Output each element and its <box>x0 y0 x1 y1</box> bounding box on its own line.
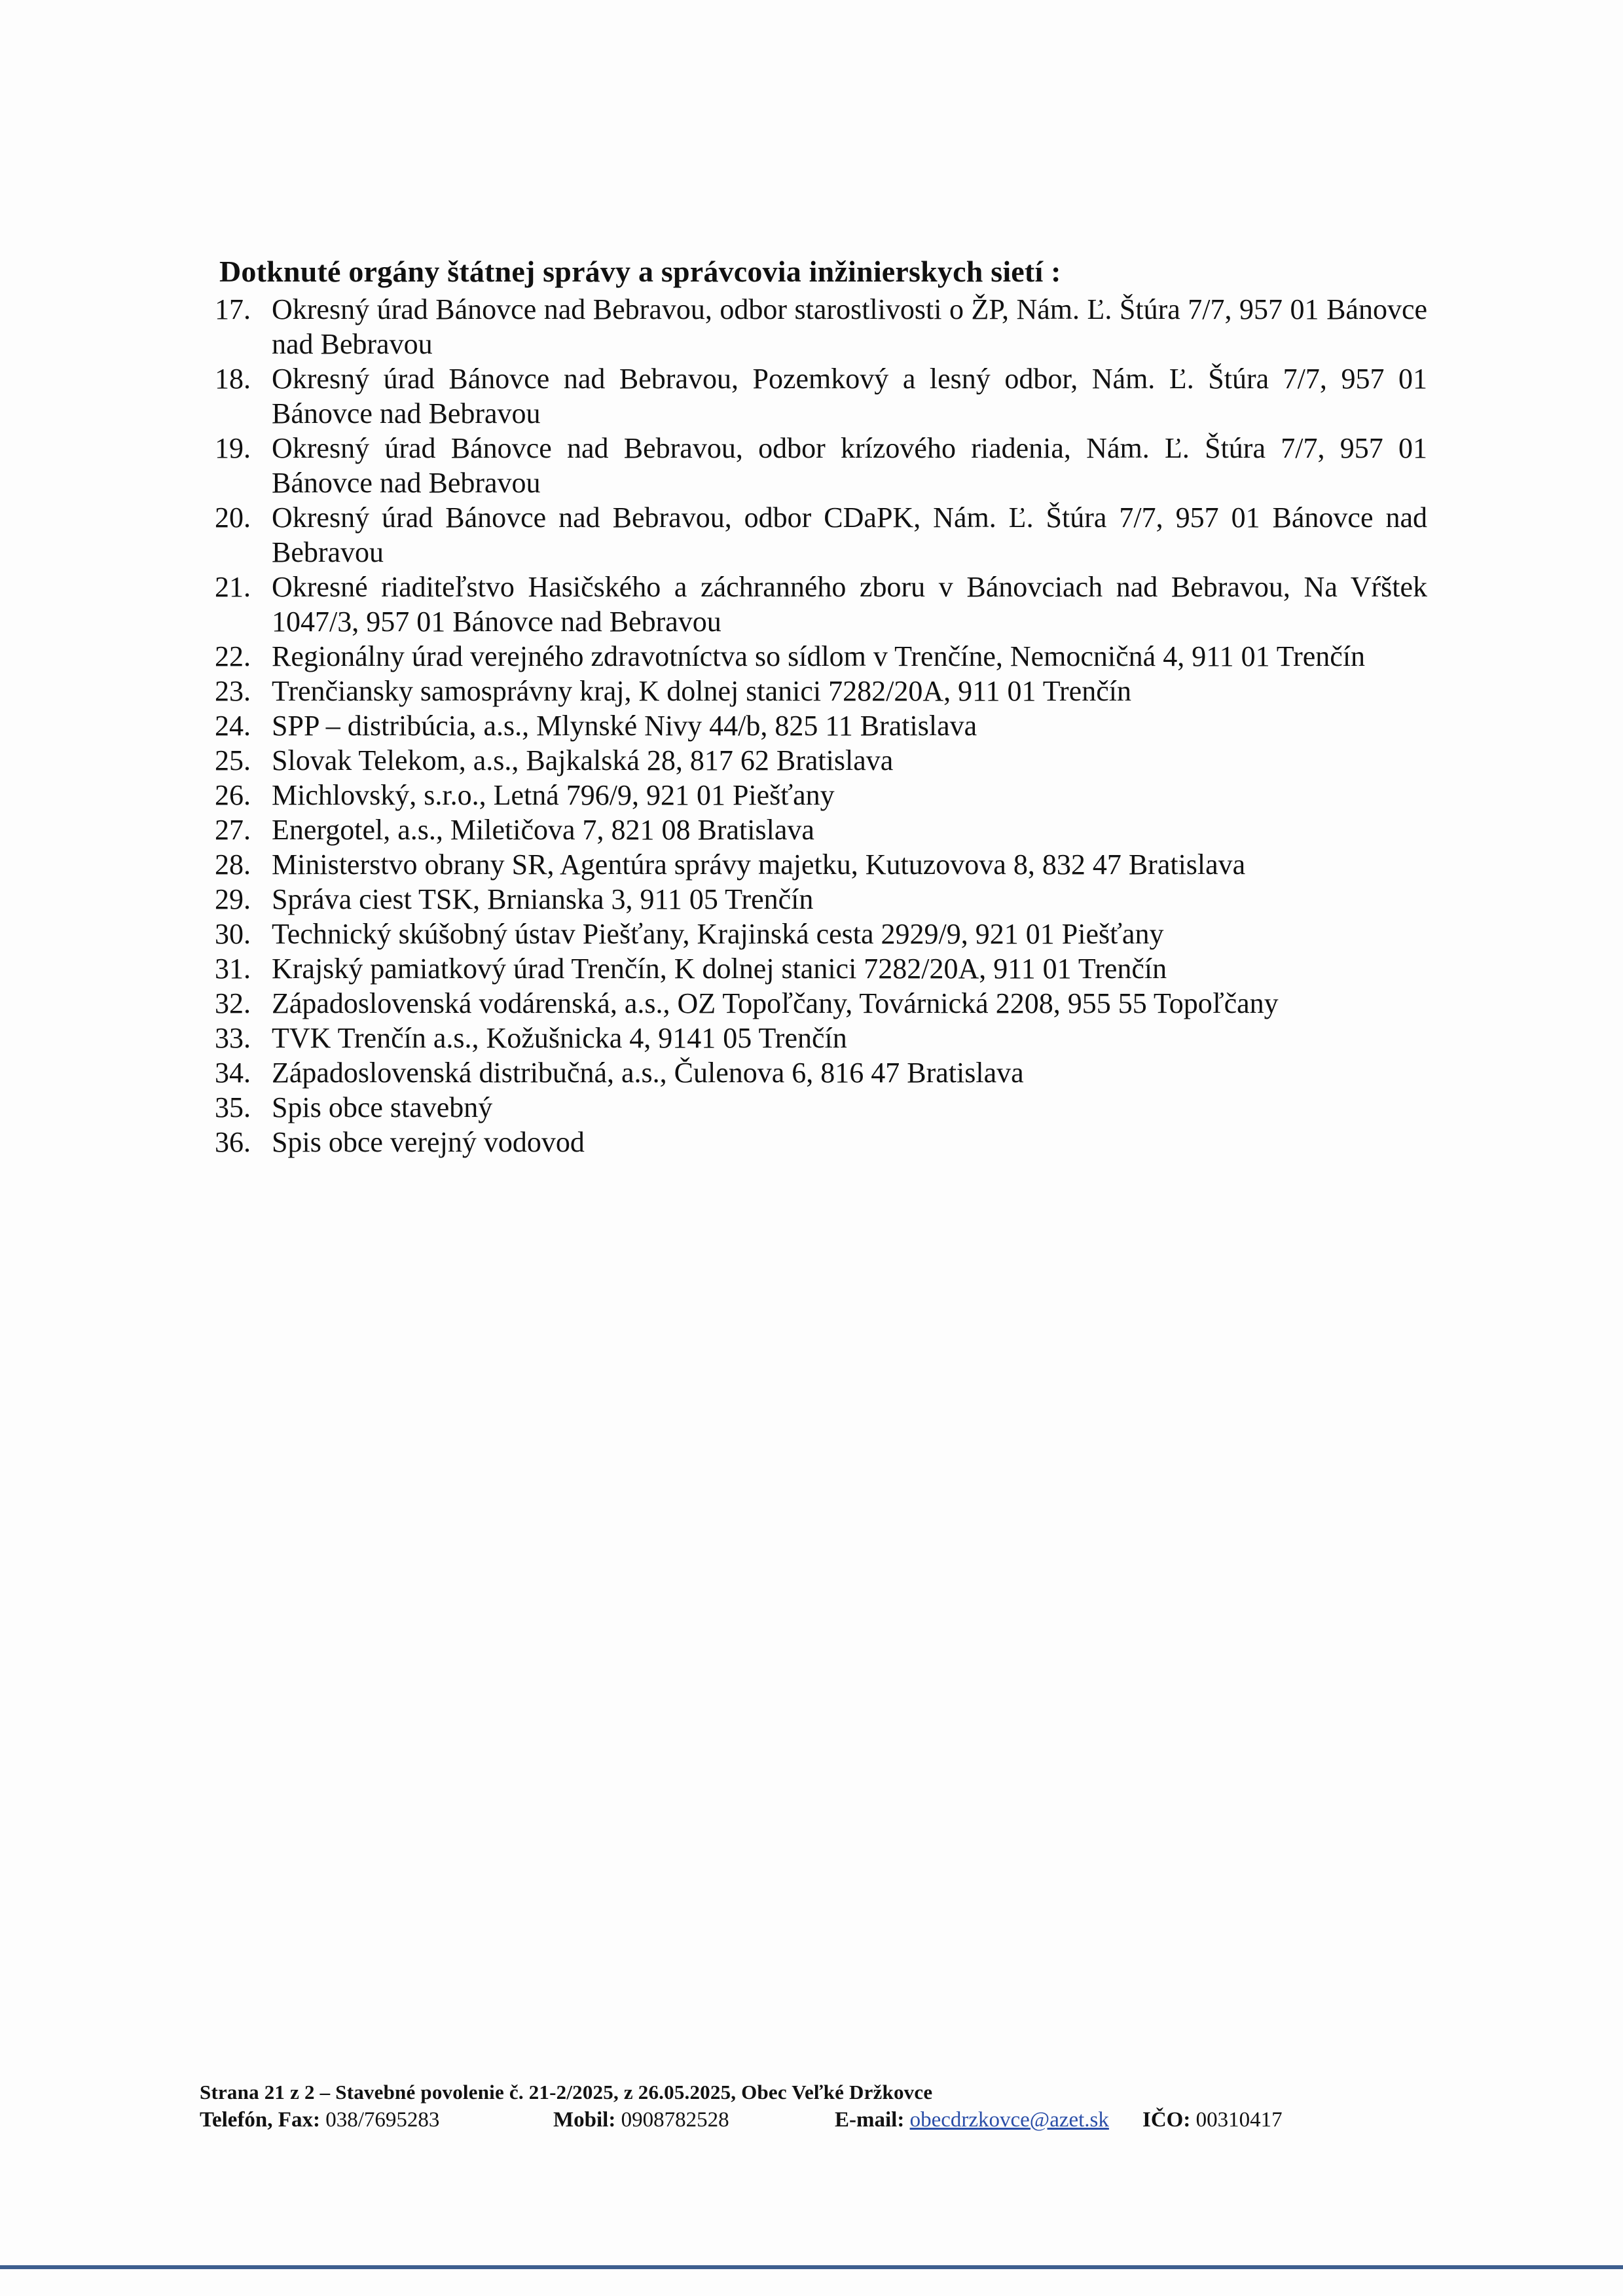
list-item-number: 25. <box>215 744 251 776</box>
section-heading: Dotknuté orgány štátnej správy a správcovia inžinierskych sietí : <box>219 255 1061 288</box>
mobile-label: Mobil: <box>553 2108 616 2132</box>
ico-label: IČO: <box>1142 2108 1191 2132</box>
phone-label: Telefón, Fax: <box>200 2108 320 2132</box>
footer-email <box>835 2108 1142 2132</box>
list-item <box>210 951 1427 986</box>
list-item-text: Spis obce stavebný <box>272 1091 493 1123</box>
bottom-edge-rule <box>0 2265 1623 2269</box>
list-item-text: TVK Trenčín a.s., Kožušnicka 4, 9141 05 Trenčín <box>272 1022 847 1054</box>
list-item-number: 33. <box>215 1022 251 1054</box>
list-item <box>210 361 1427 431</box>
list-item <box>210 292 1427 361</box>
footer-mobile <box>553 2108 835 2132</box>
list-item-text: Okresné riaditeľstvo Hasičského a záchranného zboru v Bánovciach nad Bebravou, Na Vŕštek 1047/3, 957 01 Bánovce nad Bebravou <box>272 571 1427 638</box>
list-item-text: Okresný úrad Bánovce nad Bebravou, Pozemkový a lesný odbor, Nám. Ľ. Štúra 7/7, 957 01 Bánovce nad Bebravou <box>272 363 1427 429</box>
list-item-number: 23. <box>215 675 251 707</box>
list-item-number: 21. <box>215 571 251 603</box>
list-item <box>210 847 1427 882</box>
list-item-text: Správa ciest TSK, Brnianska 3, 911 05 Trenčín <box>272 883 814 915</box>
list-item <box>210 1055 1427 1090</box>
list-item <box>210 1090 1427 1125</box>
list-item-number: 17. <box>215 293 251 325</box>
list-item-number: 18. <box>215 363 251 395</box>
list-item <box>210 812 1427 847</box>
page-footer <box>200 2081 1444 2132</box>
list-item <box>210 500 1427 570</box>
list-item-number: 34. <box>215 1057 251 1089</box>
ico-value: 00310417 <box>1195 2108 1283 2132</box>
list-item <box>210 986 1427 1021</box>
list-item-number: 31. <box>215 953 251 985</box>
email-label: E-mail: <box>835 2108 905 2132</box>
list-item-number: 36. <box>215 1126 251 1158</box>
list-item-text: Ministerstvo obrany SR, Agentúra správy majetku, Kutuzovova 8, 832 47 Bratislava <box>272 848 1246 881</box>
list-item-number: 27. <box>215 814 251 846</box>
list-item <box>210 1125 1427 1159</box>
list-item-number: 32. <box>215 987 251 1019</box>
mobile-value: 0908782528 <box>621 2108 729 2132</box>
footer-phone <box>200 2108 553 2132</box>
list-item-number: 24. <box>215 710 251 742</box>
list-item-text: Slovak Telekom, a.s., Bajkalská 28, 817 62 Bratislava <box>272 744 894 776</box>
list-item-text: Technický skúšobný ústav Piešťany, Krajinská cesta 2929/9, 921 01 Piešťany <box>272 918 1164 950</box>
list-item-text: Krajský pamiatkový úrad Trenčín, K dolnej stanici 7282/20A, 911 01 Trenčín <box>272 953 1167 985</box>
list-item-text: Michlovský, s.r.o., Letná 796/9, 921 01 Piešťany <box>272 779 835 811</box>
list-item <box>210 639 1427 674</box>
list-item-text: Západoslovenská distribučná, a.s., Čulenova 6, 816 47 Bratislava <box>272 1057 1024 1089</box>
list-item-number: 26. <box>215 779 251 811</box>
list-item-number: 19. <box>215 432 251 464</box>
list-item-number: 20. <box>215 501 251 534</box>
list-item <box>210 570 1427 639</box>
list-item-text: SPP – distribúcia, a.s., Mlynské Nivy 44/b, 825 11 Bratislava <box>272 710 977 742</box>
list-item <box>210 674 1427 708</box>
list-item <box>210 743 1427 778</box>
list-item-number: 30. <box>215 918 251 950</box>
list-item <box>210 778 1427 812</box>
list-item-text: Okresný úrad Bánovce nad Bebravou, odbor starostlivosti o ŽP, Nám. Ľ. Štúra 7/7, 957 01 Bánovce nad Bebravou <box>272 293 1427 360</box>
phone-value: 038/7695283 <box>325 2108 440 2132</box>
email-link[interactable]: obecdrzkovce@azet.sk <box>909 2108 1109 2132</box>
list-item <box>210 917 1427 951</box>
recipient-list <box>210 292 1427 1159</box>
footer-ico <box>1142 2108 1283 2132</box>
list-item-number: 22. <box>215 640 251 672</box>
list-item-text: Okresný úrad Bánovce nad Bebravou, odbor krízového riadenia, Nám. Ľ. Štúra 7/7, 957 01 Bánovce nad Bebravou <box>272 432 1427 499</box>
list-item <box>210 882 1427 917</box>
list-item-text: Regionálny úrad verejného zdravotníctva so sídlom v Trenčíne, Nemocničná 4, 911 01 Trenčín <box>272 640 1366 672</box>
list-item <box>210 1021 1427 1055</box>
list-item-number: 28. <box>215 848 251 881</box>
footer-document-reference: Strana 21 z 2 – Stavebné povolenie č. 21-2/2025, z 26.05.2025, Obec Veľké Držkovce <box>200 2081 933 2104</box>
list-item <box>210 708 1427 743</box>
list-item-number: 35. <box>215 1091 251 1123</box>
list-item-text: Západoslovenská vodárenská, a.s., OZ Topoľčany, Továrnická 2208, 955 55 Topoľčany <box>272 987 1279 1019</box>
list-item-text: Energotel, a.s., Miletičova 7, 821 08 Bratislava <box>272 814 814 846</box>
list-item <box>210 431 1427 500</box>
list-item-text: Okresný úrad Bánovce nad Bebravou, odbor CDaPK, Nám. Ľ. Štúra 7/7, 957 01 Bánovce nad Bebravou <box>272 501 1427 568</box>
list-item-text: Spis obce verejný vodovod <box>272 1126 585 1158</box>
list-item-text: Trenčiansky samosprávny kraj, K dolnej stanici 7282/20A, 911 01 Trenčín <box>272 675 1131 707</box>
list-item-number: 29. <box>215 883 251 915</box>
footer-contacts <box>200 2108 1444 2132</box>
